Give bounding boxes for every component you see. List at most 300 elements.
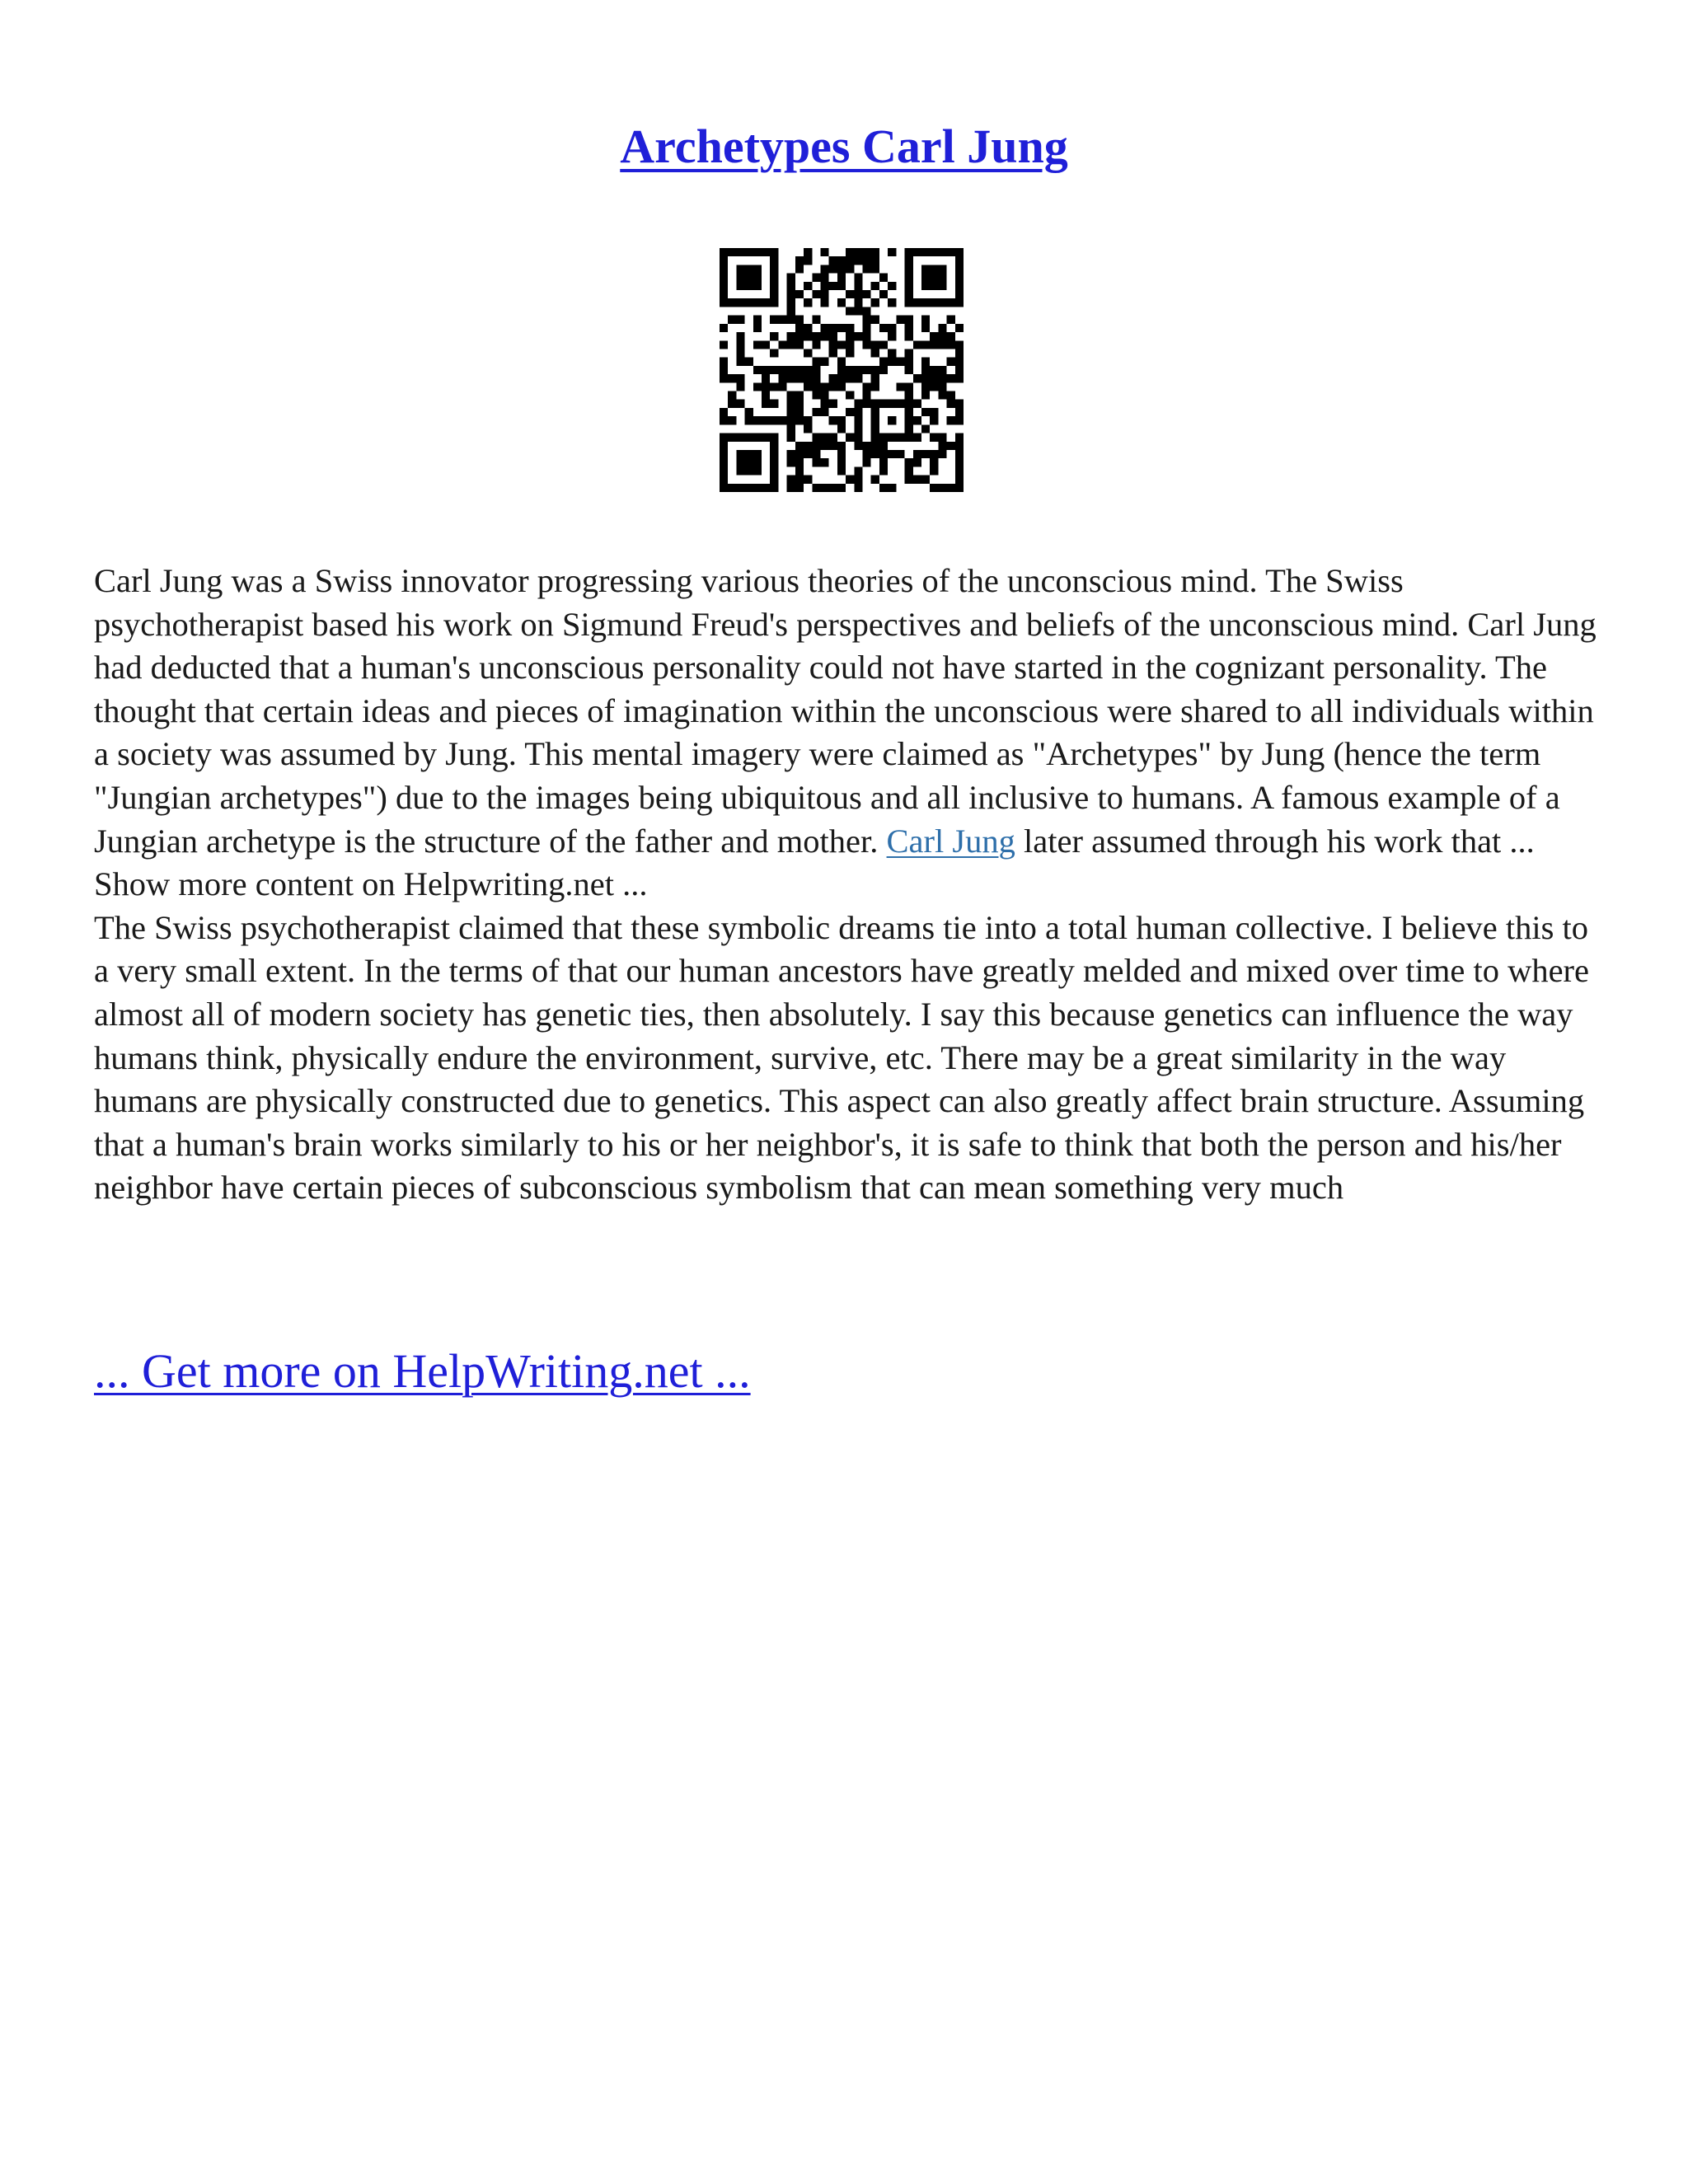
- qr-module: [753, 274, 762, 282]
- qr-module: [770, 400, 778, 408]
- qr-module: [837, 265, 846, 273]
- qr-module: [720, 450, 728, 458]
- qr-module: [804, 282, 812, 290]
- qr-module: [736, 349, 744, 357]
- qr-module: [804, 298, 812, 307]
- qr-module: [720, 476, 728, 484]
- qr-module: [938, 434, 946, 442]
- qr-module: [753, 458, 762, 466]
- qr-module: [745, 298, 753, 307]
- qr-module: [770, 466, 778, 475]
- qr-module: [736, 374, 744, 382]
- qr-module: [795, 332, 804, 340]
- qr-module: [854, 416, 862, 424]
- qr-module: [863, 391, 871, 400]
- qr-module: [745, 466, 753, 475]
- qr-module: [896, 358, 904, 366]
- qr-module: [905, 349, 913, 357]
- qr-module: [745, 408, 753, 416]
- qr-module: [879, 466, 888, 475]
- qr-module: [787, 307, 795, 315]
- qr-module: [871, 366, 879, 374]
- qr-module: [787, 434, 795, 442]
- qr-module: [888, 332, 896, 340]
- qr-module: [879, 458, 888, 466]
- qr-module: [871, 256, 879, 265]
- qr-module: [812, 358, 820, 366]
- qr-module: [736, 466, 744, 475]
- qr-module: [879, 434, 888, 442]
- qr-module: [795, 466, 804, 475]
- qr-module: [905, 274, 913, 282]
- qr-module: [829, 265, 837, 273]
- qr-module: [854, 248, 862, 256]
- qr-module: [770, 248, 778, 256]
- qr-module: [728, 416, 736, 424]
- paragraph-1: [94, 560, 1602, 907]
- qr-module: [938, 298, 946, 307]
- qr-module: [955, 349, 964, 357]
- qr-module: [930, 332, 938, 340]
- qr-module: [947, 374, 955, 382]
- qr-module: [762, 391, 770, 400]
- qr-module: [955, 298, 964, 307]
- qr-module: [854, 298, 862, 307]
- qr-module: [745, 434, 753, 442]
- article-body: [94, 560, 1602, 1210]
- qr-module: [770, 274, 778, 282]
- qr-module: [879, 366, 888, 374]
- qr-module: [938, 340, 946, 349]
- qr-module: [846, 256, 854, 265]
- qr-module: [795, 340, 804, 349]
- qr-module: [871, 408, 879, 416]
- qr-module: [913, 416, 921, 424]
- qr-module: [728, 248, 736, 256]
- qr-module: [955, 434, 964, 442]
- qr-module: [938, 391, 946, 400]
- qr-module: [947, 332, 955, 340]
- qr-module: [871, 400, 879, 408]
- qr-module: [736, 340, 744, 349]
- qr-module: [720, 265, 728, 273]
- qr-module: [955, 248, 964, 256]
- qr-module: [745, 458, 753, 466]
- qr-module: [787, 340, 795, 349]
- qr-module: [846, 265, 854, 273]
- qr-module: [846, 476, 854, 484]
- qr-module: [930, 450, 938, 458]
- qr-module: [871, 476, 879, 484]
- qr-module: [770, 256, 778, 265]
- qr-module: [787, 484, 795, 492]
- qr-module: [837, 450, 846, 458]
- qr-module: [888, 298, 896, 307]
- qr-module: [854, 408, 862, 416]
- qr-module: [804, 366, 812, 374]
- qr-module: [770, 434, 778, 442]
- qr-module: [820, 442, 828, 450]
- qr-module: [871, 450, 879, 458]
- qr-module: [854, 466, 862, 475]
- qr-module: [846, 332, 854, 340]
- qr-module: [930, 466, 938, 475]
- qr-module: [837, 374, 846, 382]
- qr-module: [787, 274, 795, 282]
- qr-module: [888, 434, 896, 442]
- qr-module: [753, 484, 762, 492]
- qr-module: [804, 256, 812, 265]
- qr-module: [930, 265, 938, 273]
- qr-module: [863, 340, 871, 349]
- page-title: [0, 114, 1688, 180]
- qr-module: [720, 358, 728, 366]
- qr-module: [913, 458, 921, 466]
- qr-module: [762, 416, 770, 424]
- qr-module: [770, 382, 778, 391]
- qr-module: [787, 450, 795, 458]
- qr-module: [787, 476, 795, 484]
- qr-module: [905, 290, 913, 298]
- qr-module: [795, 484, 804, 492]
- qr-module: [871, 434, 879, 442]
- qr-module: [921, 298, 930, 307]
- qr-module: [728, 298, 736, 307]
- qr-module: [829, 416, 837, 424]
- qr-module: [930, 298, 938, 307]
- qr-module: [820, 324, 828, 332]
- qr-module: [720, 340, 728, 349]
- qr-module: [930, 458, 938, 466]
- qr-module: [812, 391, 820, 400]
- qr-module: [955, 358, 964, 366]
- qr-module: [947, 298, 955, 307]
- qr-module: [787, 391, 795, 400]
- qr-module: [896, 316, 904, 324]
- qr-module: [753, 282, 762, 290]
- get-more-link[interactable]: ... Get more on HelpWriting.net ...: [94, 1344, 751, 1398]
- qr-module: [913, 340, 921, 349]
- qr-module: [804, 248, 812, 256]
- qr-module: [770, 349, 778, 357]
- qr-module: [955, 450, 964, 458]
- qr-module: [720, 290, 728, 298]
- qr-module: [947, 316, 955, 324]
- qr-module: [930, 382, 938, 391]
- qr-module: [753, 416, 762, 424]
- qr-module: [736, 248, 744, 256]
- qr-module: [745, 282, 753, 290]
- qr-module: [846, 366, 854, 374]
- qr-module: [846, 434, 854, 442]
- qr-module: [812, 408, 820, 416]
- qr-module: [753, 466, 762, 475]
- qr-module: [871, 265, 879, 273]
- qr-module: [837, 382, 846, 391]
- qr-module: [955, 324, 964, 332]
- qr-module: [854, 442, 862, 450]
- qr-module: [888, 349, 896, 357]
- qr-module: [736, 274, 744, 282]
- qr-module: [837, 416, 846, 424]
- qr-module: [863, 366, 871, 374]
- qr-module: [921, 316, 930, 324]
- qr-module: [863, 332, 871, 340]
- qr-module: [905, 391, 913, 400]
- qr-module: [804, 382, 812, 391]
- qr-module: [837, 424, 846, 433]
- qr-module: [955, 256, 964, 265]
- qr-module: [888, 282, 896, 290]
- qr-module: [812, 458, 820, 466]
- qr-module: [905, 316, 913, 324]
- qr-module: [829, 256, 837, 265]
- qr-module: [820, 358, 828, 366]
- qr-module: [795, 400, 804, 408]
- paragraph-2: The Swiss psychotherapist claimed that these symbolic dreams tie into a total human collective. I believe this to a very small extent. In the terms of that our human ancestors have greatly melded and mixed over time to where almost all of modern society has genetic ties, then absolutely. I say this because genetics can influence the way humans think, physically endure the environment, survive, etc. There may be a great similarity in the way humans are physically constructed due to genetics. This aspect can also greatly affect brain structure. Assuming that a human's brain works similarly to his or her neighbor's, it is safe to think that both the person and his/her neighbor have certain pieces of subconscious symbolism that can mean something very much: [94, 908, 1590, 1207]
- qr-module: [846, 408, 854, 416]
- qr-module: [871, 374, 879, 382]
- qr-module: [812, 374, 820, 382]
- qr-module: [753, 340, 762, 349]
- qr-module: [846, 391, 854, 400]
- qr-module: [846, 324, 854, 332]
- qr-module: [837, 458, 846, 466]
- qr-module: [888, 324, 896, 332]
- qr-module: [955, 400, 964, 408]
- qr-module: [879, 484, 888, 492]
- qr-module: [812, 340, 820, 349]
- qr-module: [921, 391, 930, 400]
- qr-module: [930, 340, 938, 349]
- qr-module: [720, 458, 728, 466]
- qr-module: [879, 400, 888, 408]
- qr-module: [837, 366, 846, 374]
- qr-module: [820, 434, 828, 442]
- qr-module: [795, 476, 804, 484]
- qr-module: [913, 434, 921, 442]
- qr-module: [921, 450, 930, 458]
- title-link[interactable]: Archetypes Carl Jung: [620, 120, 1068, 173]
- qr-module: [888, 358, 896, 366]
- qr-module: [854, 332, 862, 340]
- qr-module: [905, 265, 913, 273]
- qr-module: [770, 416, 778, 424]
- qr-module: [955, 442, 964, 450]
- qr-module: [820, 484, 828, 492]
- qr-module: [770, 265, 778, 273]
- qr-module: [863, 458, 871, 466]
- qr-module: [938, 324, 946, 332]
- qr-module: [787, 416, 795, 424]
- qr-module: [745, 484, 753, 492]
- qr-module: [762, 374, 770, 382]
- qr-module: [787, 298, 795, 307]
- qr-module: [905, 366, 913, 374]
- qr-module: [955, 282, 964, 290]
- qr-module: [829, 332, 837, 340]
- qr-module: [905, 400, 913, 408]
- qr-module: [938, 450, 946, 458]
- qr-module: [955, 265, 964, 273]
- qr-module: [879, 450, 888, 458]
- qr-module: [812, 434, 820, 442]
- qr-module: [795, 265, 804, 273]
- qr-module: [854, 290, 862, 298]
- qr-module: [720, 282, 728, 290]
- qr-module: [913, 476, 921, 484]
- qr-module: [745, 248, 753, 256]
- qr-module: [829, 324, 837, 332]
- qr-module: [837, 466, 846, 475]
- qr-module: [829, 382, 837, 391]
- carl-jung-link[interactable]: Carl Jung: [886, 822, 1015, 860]
- qr-module: [753, 366, 762, 374]
- qr-module: [913, 298, 921, 307]
- qr-module: [778, 316, 786, 324]
- qr-module: [762, 434, 770, 442]
- qr-module: [947, 248, 955, 256]
- qr-module: [871, 298, 879, 307]
- qr-module: [795, 408, 804, 416]
- qr-module: [787, 316, 795, 324]
- qr-module: [854, 366, 862, 374]
- qr-module: [947, 358, 955, 366]
- qr-module: [753, 382, 762, 391]
- qr-module: [745, 358, 753, 366]
- qr-module: [905, 424, 913, 433]
- qr-module: [720, 298, 728, 307]
- qr-module: [720, 442, 728, 450]
- qr-module: [720, 408, 728, 416]
- qr-module: [837, 358, 846, 366]
- qr-module: [736, 458, 744, 466]
- qr-module: [778, 374, 786, 382]
- qr-module: [736, 265, 744, 273]
- qr-module: [778, 366, 786, 374]
- qr-module: [787, 366, 795, 374]
- qr-module: [812, 274, 820, 282]
- qr-module: [905, 332, 913, 340]
- qr-module: [812, 484, 820, 492]
- qr-module: [905, 434, 913, 442]
- qr-module: [829, 442, 837, 450]
- qr-module: [720, 324, 728, 332]
- qr-module: [905, 256, 913, 265]
- qr-module: [955, 374, 964, 382]
- qr-module: [795, 442, 804, 450]
- qr-module: [938, 382, 946, 391]
- qr-module: [871, 282, 879, 290]
- qr-module: [854, 282, 862, 290]
- qr-module: [871, 349, 879, 357]
- qr-module: [837, 484, 846, 492]
- qr-module: [863, 290, 871, 298]
- qr-module: [854, 374, 862, 382]
- qr-module: [921, 358, 930, 366]
- qr-module: [804, 374, 812, 382]
- qr-module: [728, 391, 736, 400]
- qr-module: [921, 476, 930, 484]
- qr-module: [762, 366, 770, 374]
- qr-module: [770, 450, 778, 458]
- qr-module: [728, 316, 736, 324]
- qr-module: [879, 324, 888, 332]
- qr-module: [921, 324, 930, 332]
- qr-module: [753, 298, 762, 307]
- qr-module: [829, 374, 837, 382]
- qr-module: [888, 400, 896, 408]
- qr-module: [829, 282, 837, 290]
- qr-module: [804, 476, 812, 484]
- qr-module: [812, 366, 820, 374]
- qr-module: [938, 374, 946, 382]
- qr-module: [787, 408, 795, 416]
- qr-module: [888, 484, 896, 492]
- qr-module: [745, 416, 753, 424]
- qr-module: [905, 382, 913, 391]
- qr-module: [846, 374, 854, 382]
- qr-module: [846, 340, 854, 349]
- qr-module: [736, 434, 744, 442]
- qr-module: [795, 374, 804, 382]
- qr-module: [921, 248, 930, 256]
- qr-module: [753, 248, 762, 256]
- qr-module: [720, 416, 728, 424]
- qr-module: [762, 400, 770, 408]
- qr-module: [720, 366, 728, 374]
- qr-module: [955, 274, 964, 282]
- qr-module: [947, 391, 955, 400]
- qr-module: [913, 374, 921, 382]
- qr-module: [854, 476, 862, 484]
- qr-module: [837, 298, 846, 307]
- qr-module: [863, 248, 871, 256]
- qr-module: [829, 400, 837, 408]
- qr-module: [820, 391, 828, 400]
- qr-module: [930, 366, 938, 374]
- qr-module: [921, 282, 930, 290]
- qr-module: [905, 416, 913, 424]
- qr-module: [820, 282, 828, 290]
- qr-module: [846, 290, 854, 298]
- qr-module: [955, 290, 964, 298]
- qr-module: [955, 408, 964, 416]
- qr-module: [955, 366, 964, 374]
- qr-module: [778, 382, 786, 391]
- qr-module: [930, 274, 938, 282]
- qr-module: [846, 248, 854, 256]
- qr-module: [804, 416, 812, 424]
- qr-module: [947, 484, 955, 492]
- qr-module: [854, 434, 862, 442]
- qr-module: [837, 274, 846, 282]
- qr-module: [753, 434, 762, 442]
- qr-module: [871, 442, 879, 450]
- qr-module: [930, 484, 938, 492]
- qr-module: [762, 382, 770, 391]
- qr-module: [829, 484, 837, 492]
- qr-module: [770, 366, 778, 374]
- qr-module: [787, 332, 795, 340]
- qr-module: [820, 332, 828, 340]
- qr-module: [955, 484, 964, 492]
- qr-module: [720, 256, 728, 265]
- qr-module: [736, 316, 744, 324]
- qr-module: [905, 408, 913, 416]
- qr-module: [770, 476, 778, 484]
- qr-module: [854, 256, 862, 265]
